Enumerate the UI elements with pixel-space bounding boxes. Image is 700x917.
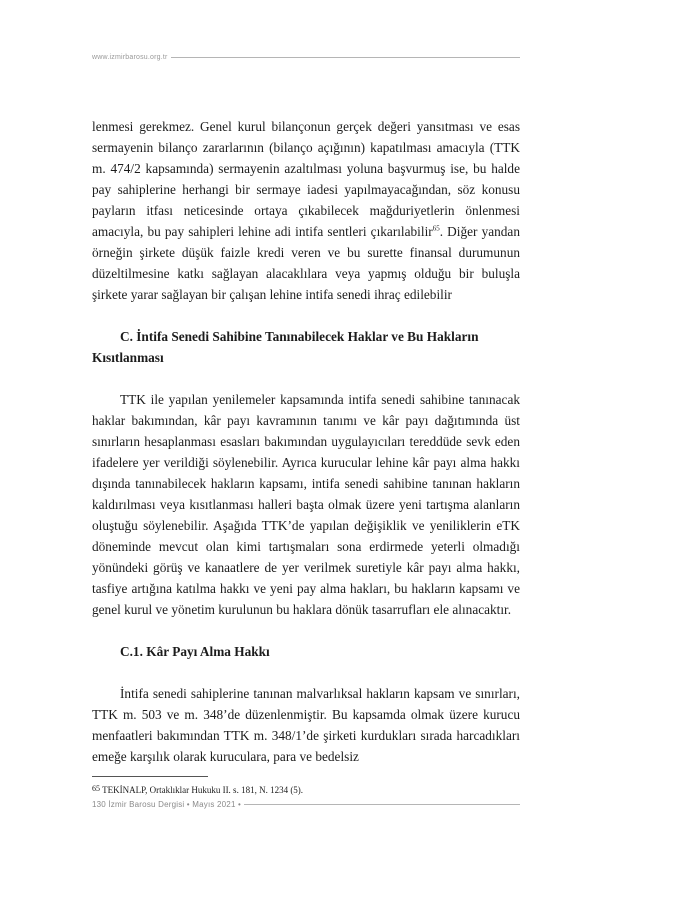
page-body [92,116,520,767]
footnote-rule [92,776,208,777]
footnote-text: TEKİNALP, Ortaklıklar Hukuku II. s. 181, N. 1234 (5). [100,785,304,795]
paragraph-1-continuation: . Diğer yandan örneğin şirkete düşük faizle kredi veren ve bu surette finansal durumunun düzeltilmesine katkı sağlayan alacaklılara veya yapmış olduğu bir buluşla şirkete yarar sağlayan bir çalışan lehine intifa senedi ihraç edilebilir [92,224,520,302]
footnote-number: 65 [92,784,100,793]
paragraph-2: TTK ile yapılan yenilemeler kapsamında intifa senedi sahibine tanınacak haklar bakımından, kâr payı kavramının tanımı ve kâr payı dağıtımında üst sınırların hesaplanması esasları bakımından uygulayıcıları tereddüde sevk eden ifadelere yer verildiği söylenebilir. Ayrıca kurucular lehine kâr payı alma hakkı dışında tanınabilecek hakların kapsamı, intifa senedi sahibine tanınan hakların kaldırılması veya kısıtlanması halleri başta olmak üzere yeni tartışma alanların oluştuğu söylenebilir. Aşağıda TTK’de yapılan değişiklik ve yeniliklerin eTK döneminde mevcut olan kimi tartışmaları sona erdirmede yeterli olmadığı yönündeki görüş ve kanaatlere de yer verilmek suretiyle kâr payı alma hakkı, tasfiye artığına katılma hakkı ve yeni pay alma hakları, bu hakların kapsamı ve genel kurul ve yönetim kurulunun bu haklara dönük tasarrufları ele alınacaktır. [92,392,520,617]
header-rule [171,57,520,58]
paragraph-3: İntifa senedi sahiplerine tanınan malvarlıksal hakların kapsam ve sınırları, TTK m. 503 ve m. 348’de düzenlenmiştir. Bu kapsamda olmak üzere kurucu menfaatleri bakımından TTK m. 348/1’de şirketi kurdukları sırada harcadıkları emeğe karşılık olarak kuruculara, para ve bedelsiz [92,686,520,764]
section-heading-c1: C.1. Kâr Payı Alma Hakkı [120,644,270,659]
footer-text: 130 İzmir Barosu Dergisi • Mayıs 2021 • [92,800,242,809]
paragraph-1-text: lenmesi gerekmez. Genel kurul bilançonun gerçek değeri yansıtması ve esas sermayenin bilanço zararlarının (bilanço açığının) kapatılması amacıyla (TTK m. 474/2 kapsamında) sermayenin azaltılması yoluna başvurmuş ise, bu halde pay sahiplerine herhangi bir sermaye iadesi yapılmayacağından, söz konusu payların itfası neticesinde ortaya çıkabilecek mağduriyetlerin önlenmesi amacıyla, bu pay sahipleri lehine adi intifa sentleri çıkarılabilir [92,119,520,239]
header-url: www.izmirbarosu.org.tr [92,54,168,61]
page-header [92,54,520,61]
paragraph-1 [92,116,520,305]
footer-rule [244,804,520,805]
section-heading-c: C. İntifa Senedi Sahibine Tanınabilecek Haklar ve Bu Hakların Kısıtlanması [92,329,479,365]
page-footer [92,800,520,809]
footnote-65 [92,783,520,796]
footnote-ref-65[interactable]: 65 [432,224,440,233]
